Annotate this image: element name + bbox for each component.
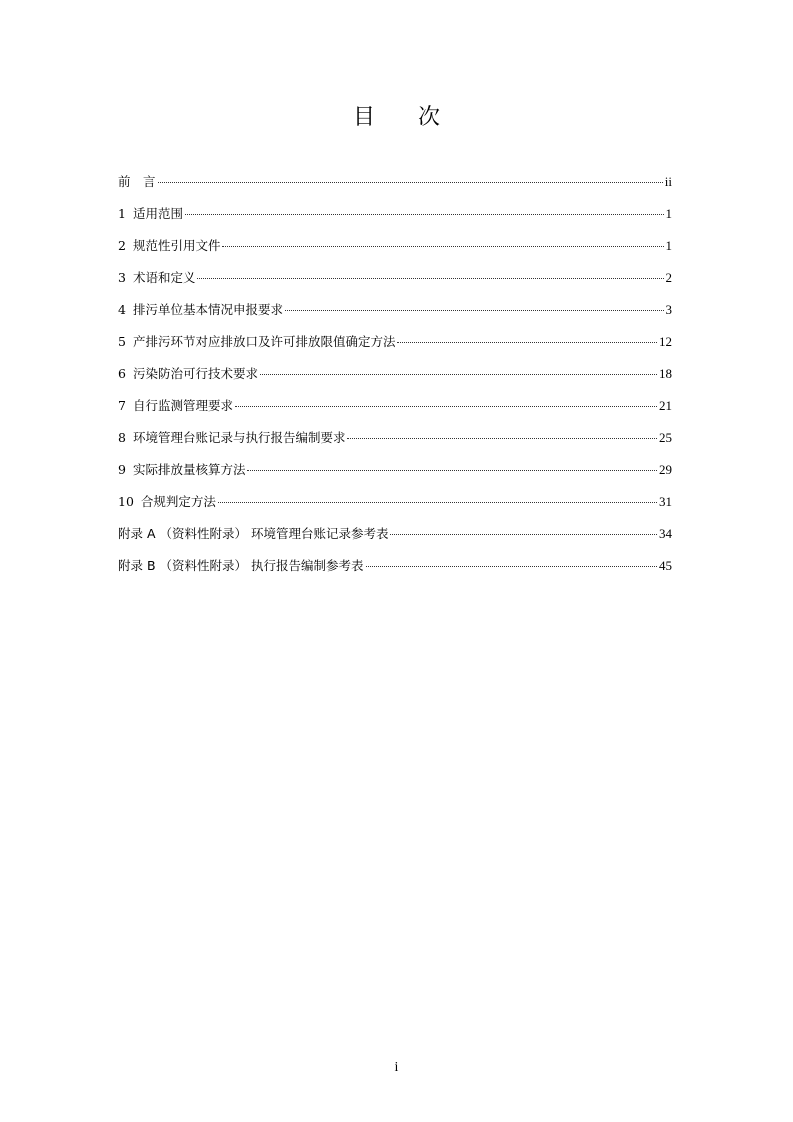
page-title: 目 次 [353, 105, 458, 130]
toc-entry-label [118, 172, 156, 192]
toc-entry-label [118, 364, 258, 384]
toc-entry-page: 2 [665, 270, 672, 285]
toc-entry-number: 4 [118, 302, 126, 317]
toc-entry-page: 1 [665, 238, 672, 253]
toc-entry[interactable] [118, 428, 672, 460]
toc-dot-leader [218, 502, 657, 503]
toc-entry-title: 环境管理台账记录与执行报告编制要求 [132, 430, 346, 445]
toc-entry[interactable] [118, 172, 672, 204]
toc-entry-title: 排污单位基本情况申报要求 [132, 302, 283, 317]
toc-entry-page: 31 [659, 494, 672, 509]
toc-entry-label [118, 204, 183, 224]
toc-dot-leader [158, 182, 663, 183]
toc-entry[interactable] [118, 268, 672, 300]
toc-entry-number: 5 [118, 334, 126, 349]
table-of-contents [118, 172, 672, 588]
toc-entry-label [118, 524, 388, 544]
toc-entry-title: 自行监测管理要求 [132, 398, 233, 413]
toc-entry-number: 10 [118, 494, 134, 509]
toc-entry[interactable] [118, 204, 672, 236]
toc-entry-number: 1 [118, 206, 126, 221]
toc-dot-leader [235, 406, 657, 407]
toc-entry-page: 12 [659, 334, 672, 349]
toc-dot-leader [397, 342, 657, 343]
toc-dot-leader [197, 278, 663, 279]
toc-entry[interactable] [118, 364, 672, 396]
toc-entry-label [118, 460, 245, 480]
toc-entry-title: 附录 A （资料性附录） 环境管理台账记录参考表 [118, 526, 389, 541]
toc-entry[interactable] [118, 236, 672, 268]
toc-entry-label [118, 396, 233, 416]
toc-entry-page: ii [664, 174, 672, 189]
toc-dot-leader [222, 246, 663, 247]
toc-entry[interactable] [118, 460, 672, 492]
toc-entry-page: 45 [659, 558, 672, 573]
toc-entry-page: 3 [665, 302, 672, 317]
toc-entry-label [118, 492, 216, 512]
toc-entry-number: 9 [118, 462, 126, 477]
toc-entry-number: 8 [118, 430, 126, 445]
toc-entry-number: 3 [118, 270, 126, 285]
toc-entry-label [118, 236, 220, 256]
toc-entry-title: 合规判定方法 [140, 494, 216, 509]
toc-dot-leader [366, 566, 658, 567]
toc-entry-page: 34 [659, 526, 672, 541]
toc-entry-title: 术语和定义 [132, 270, 196, 285]
toc-entry-label [118, 268, 195, 288]
toc-dot-leader [247, 470, 657, 471]
toc-entry-number: 2 [118, 238, 126, 253]
toc-entry-label [118, 428, 345, 448]
toc-entry-page: 29 [659, 462, 672, 477]
toc-entry[interactable] [118, 396, 672, 428]
toc-entry-label [118, 300, 283, 320]
toc-dot-leader [390, 534, 657, 535]
toc-entry-label [118, 332, 395, 352]
toc-entry-title: 实际排放量核算方法 [132, 462, 246, 477]
page-number-footer: i [394, 1060, 399, 1075]
toc-entry[interactable] [118, 492, 672, 524]
toc-entry-title: 适用范围 [132, 206, 183, 221]
toc-dot-leader [347, 438, 657, 439]
toc-entry-page: 1 [665, 206, 672, 221]
toc-entry-title: 前 言 [118, 174, 156, 189]
toc-entry-page: 18 [659, 366, 672, 381]
toc-entry-number: 7 [118, 398, 126, 413]
toc-dot-leader [285, 310, 664, 311]
toc-entry-appendix-b[interactable] [118, 556, 672, 588]
toc-dot-leader [185, 214, 664, 215]
toc-entry-title: 污染防治可行技术要求 [132, 366, 258, 381]
toc-entry-page: 25 [659, 430, 672, 445]
toc-entry-appendix-a[interactable] [118, 524, 672, 556]
toc-entry-page: 21 [659, 398, 672, 413]
toc-entry-title: 产排污环节对应排放口及许可排放限值确定方法 [132, 334, 396, 349]
toc-entry-label [118, 556, 364, 576]
toc-entry[interactable] [118, 300, 672, 332]
toc-entry[interactable] [118, 332, 672, 364]
toc-entry-number: 6 [118, 366, 126, 381]
toc-entry-title: 附录 B （资料性附录） 执行报告编制参考表 [118, 558, 364, 573]
toc-dot-leader [260, 374, 657, 375]
toc-entry-title: 规范性引用文件 [132, 238, 221, 253]
